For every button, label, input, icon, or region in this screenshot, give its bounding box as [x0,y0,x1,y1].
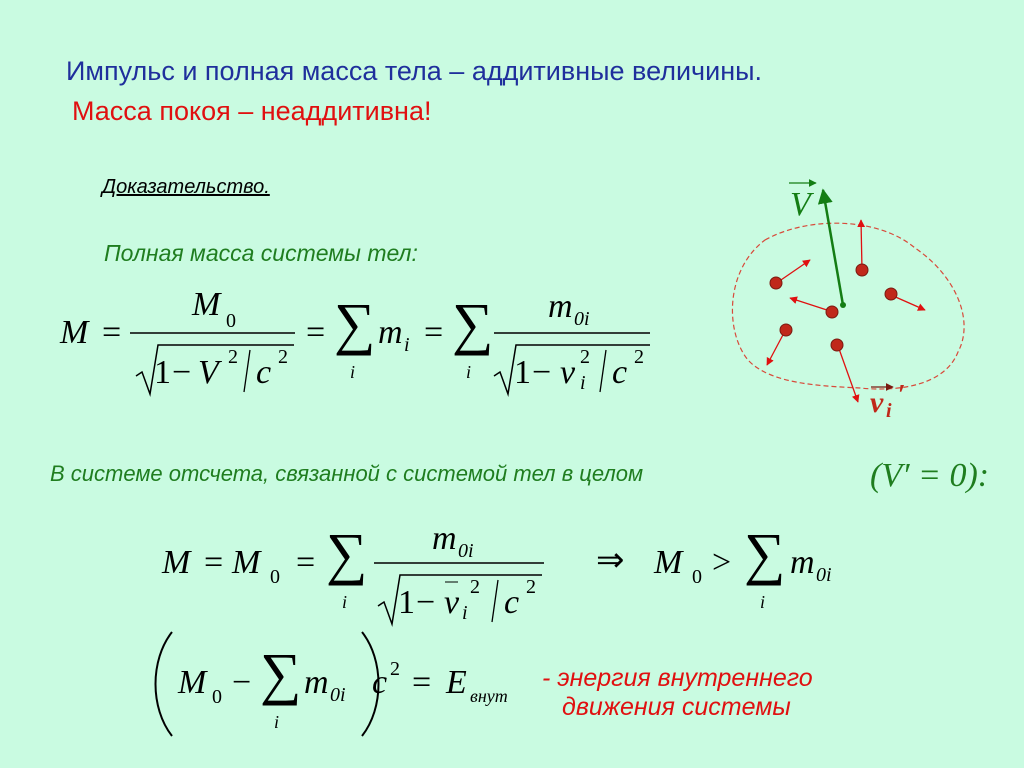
sum-sign-4: ∑ [744,521,786,586]
right-paren [362,632,379,736]
formula-m0i: m [548,288,573,325]
formula-M: M [60,314,89,351]
formula-V-sup: 2 [228,346,238,368]
formula3-c-sup: 2 [390,658,400,680]
system-velocity-arrow [823,190,843,305]
full-mass-label: Полная масса системы тел: [104,240,418,266]
formula3-m0i: m [304,664,329,701]
formula2-m0i-b: m [790,544,815,581]
formula2-m0i: m [432,520,457,557]
energy-label-line1: - энергия внутреннего [542,664,813,692]
formula-M0: M [192,286,221,323]
formula2-M: M [162,544,191,581]
radical-1 [136,345,294,394]
formula2-M0-b-sub: 0 [692,566,702,588]
formula2-M0-b: M [654,544,683,581]
particle [856,264,868,276]
sum-sign-1: ∑ [334,291,376,356]
particle [770,277,782,289]
formula2-M0-sub: 0 [270,566,280,588]
formula2-c: c [504,584,520,621]
formula3-E: E [446,664,467,701]
formula-c-sup: 2 [278,346,288,368]
formula-one: 1 [154,354,171,391]
formula2-equals: = [204,544,224,581]
formula-v-i-sub: i [580,372,586,394]
sum-index-3: i [342,592,348,612]
formula3-equals: = [412,664,432,701]
formula-V: V [198,354,219,391]
radical-3 [378,575,542,624]
frame-condition: (V′ = 0): [870,457,990,494]
particle-arrow [838,346,858,402]
formula3-E-sub: внут [470,686,508,706]
energy-label-line2: движения системы [562,693,791,721]
formula2-c-sup: 2 [526,576,536,598]
slash-2 [600,350,606,392]
formula2-v-i-sup: 2 [470,576,480,598]
particle [780,324,792,336]
formula3-c: c [372,664,388,701]
particle-group [767,220,925,402]
formula3-m0i-sub: 0i [330,684,346,706]
formula2-minus: − [416,584,436,621]
formula-m-i: m [378,314,403,351]
particle [826,306,838,318]
velocity-label: V [790,186,811,223]
formula3-M0-sub: 0 [212,686,222,708]
center-of-mass [840,302,846,308]
formula-v-i-sup: 2 [580,346,590,368]
particle-velocity-sub: i [886,400,892,422]
formula-m0i-sub: 0i [574,308,590,330]
particle-arrow [861,220,862,270]
formula-c-2: c [612,354,628,391]
particle-arrow [767,331,785,365]
sum-index-4: i [760,592,766,612]
formula2-v-i-sub: i [462,602,468,624]
formula2-m0i-sub: 0i [458,540,474,562]
formula-c: c [256,354,272,391]
left-paren [156,632,173,736]
slide-title: Импульс и полная масса тела – аддитивные величины. [66,56,763,86]
sum-sign-2: ∑ [452,291,494,356]
formula2-v-i: v [444,584,460,621]
formula-one-2: 1 [514,354,531,391]
formula2-M0: M [232,544,261,581]
particle [885,288,897,300]
formula-equals: = [102,314,122,351]
formula-minus: − [172,354,192,391]
formula3-minus: − [232,664,252,701]
sum-index-1: i [350,362,356,382]
particle [831,339,843,351]
sum-sign-3: ∑ [326,521,368,586]
slide-subtitle: Масса покоя – неаддитивна! [72,96,432,126]
frame-text: В системе отсчета, связанной с системой тел в целом [50,461,644,486]
formula2-m0i-b-sub: 0i [816,564,832,586]
formula-equals-2: = [306,314,326,351]
sum-index-5: i [274,712,280,732]
formula-equals-3: = [424,314,444,351]
sum-index-2: i [466,362,472,382]
particle-arrow [790,298,830,311]
formula-M0-sub: 0 [226,310,236,332]
slash-1 [244,350,250,392]
particle-velocity-label: v [870,386,884,419]
particle-velocity-prime: ′ [898,380,906,411]
formula2-one: 1 [398,584,415,621]
formula-v-i: v [560,354,576,391]
formula3-M0: M [178,664,207,701]
radical-2 [494,345,650,394]
implies-sign: ⇒ [596,542,625,579]
formula-minus-2: − [532,354,552,391]
sum-sign-5: ∑ [260,641,302,706]
formula-m-i-sub: i [404,334,410,356]
greater-sign: > [712,544,732,581]
particle-arrow [778,260,810,282]
slash-3 [492,580,498,622]
formula-c-2-sup: 2 [634,346,644,368]
formula2-equals-2: = [296,544,316,581]
proof-label: Доказательство. [102,176,270,198]
